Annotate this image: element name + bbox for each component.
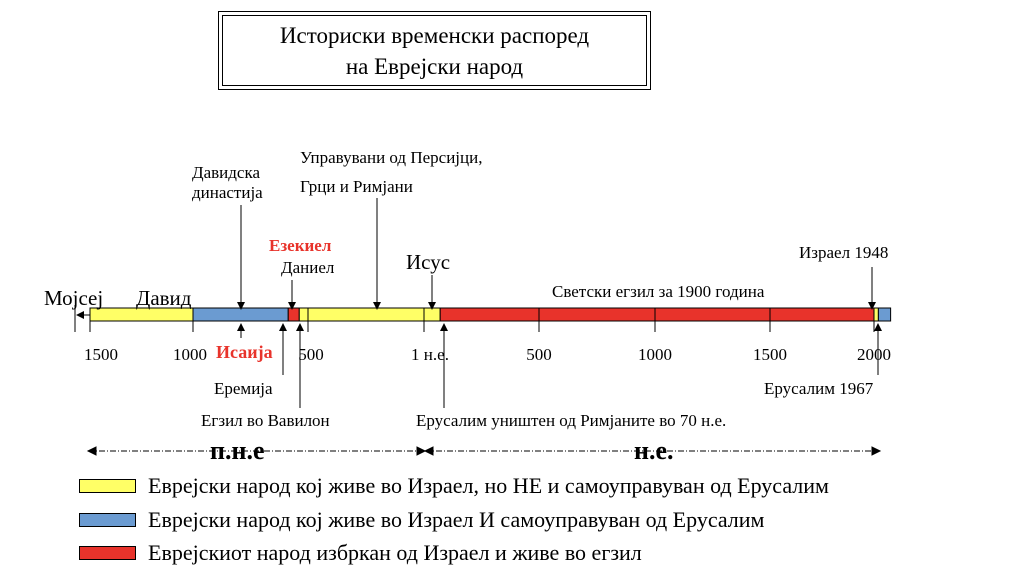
tick-label: 1000 [638, 345, 672, 364]
label-egzil-vavilon: Егзил во Вавилон [201, 411, 330, 430]
legend-text-blue: Евреjски народ кој живе во Израел И самоуправуван од Ерусалим [148, 507, 765, 532]
tick-label: 1500 [753, 345, 787, 364]
legend-text-red: Евреjскиот народ избркан од Израел и живе во егзил [148, 540, 642, 565]
ne-left-arrowhead [425, 447, 433, 455]
timeline-segment-blue [193, 308, 288, 321]
label-eremija: Еремија [214, 379, 273, 398]
tick-label: 1500 [84, 345, 118, 364]
title-line-2: на Евреjски народ [345, 53, 524, 79]
timeline-segment-blue [878, 308, 890, 321]
timeline-bar [90, 308, 891, 321]
legend-swatch-blue [79, 513, 136, 527]
label-ezekiel: Езекиел [269, 236, 332, 255]
label-svetski-egzil: Светски егзил за 1900 година [552, 282, 765, 301]
label-isaija: Исаија [216, 342, 273, 362]
label-izrael-1948: Израел 1948 [799, 243, 889, 262]
timeline-segment-yellow [874, 308, 878, 321]
label-erusalim-1967: Ерусалим 1967 [764, 379, 874, 398]
timeline-segment-red [288, 308, 299, 321]
legend-text-yellow: Евреjски народ кој живе во Израел, но НЕ и самоуправуван од Ерусалим [148, 473, 829, 498]
era-arrows [88, 447, 880, 455]
era-label-pne: п.н.е [210, 436, 265, 465]
tick-label: 1000 [173, 345, 207, 364]
tick-label: 500 [526, 345, 552, 364]
label-daniel: Даниел [281, 258, 335, 277]
label-upravuvani-line-2: Грци и Римјани [300, 177, 413, 196]
label-erusalim-unishten: Ерусалим уништен од Римјаните во 70 н.е. [416, 411, 727, 430]
label-david: Давид [136, 286, 192, 310]
ne-right-arrowhead [872, 447, 880, 455]
legend-swatch-red [79, 546, 136, 560]
tick-label: 500 [298, 345, 324, 364]
label-davidska-line-2: династија [192, 183, 263, 202]
label-mojsej: Мојсеј [44, 286, 104, 310]
tick-label: 1 н.е. [411, 345, 449, 364]
pointer-arrows [75, 198, 878, 408]
timeline-segment-red [440, 308, 874, 321]
title-line-1: Историски временски распоред [279, 22, 590, 48]
era-label-ne: н.е. [634, 436, 674, 465]
legend-swatch-yellow [79, 479, 136, 493]
pne-left-arrowhead [88, 447, 96, 455]
label-davidska-line-1: Давидска [192, 163, 261, 182]
label-isus: Исус [406, 250, 451, 274]
label-upravuvani-line-1: Управувани од Персијци, [300, 148, 483, 167]
timeline-segment-yellow [299, 308, 440, 321]
tick-label: 2000 [857, 345, 891, 364]
pne-right-arrowhead [417, 447, 425, 455]
